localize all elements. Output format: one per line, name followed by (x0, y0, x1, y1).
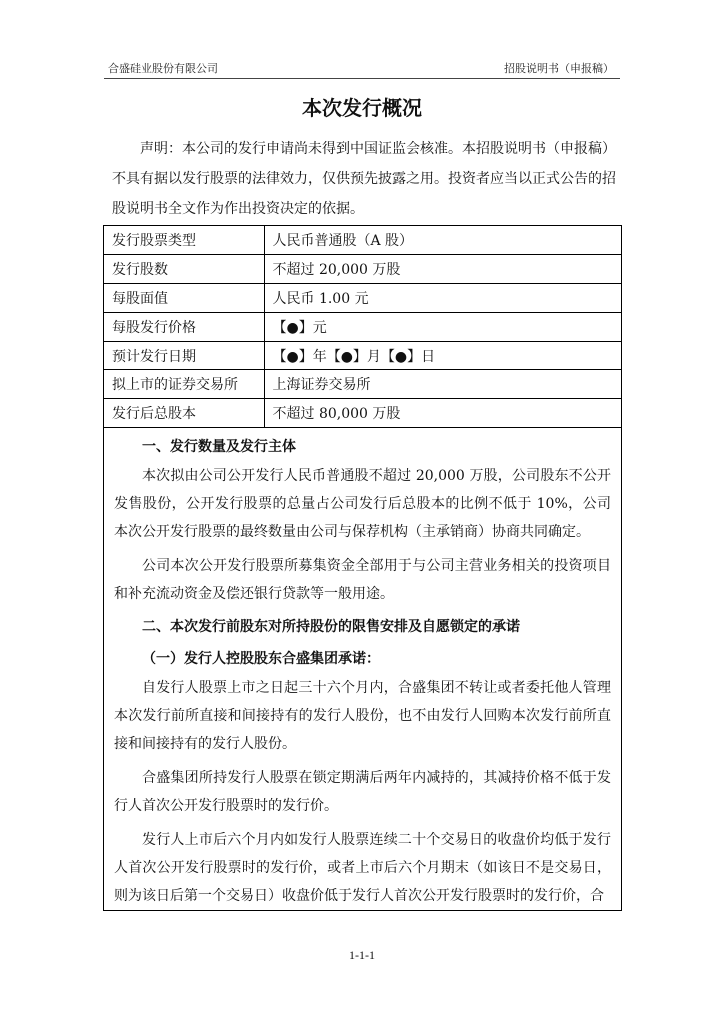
paragraph: 发行人上市后六个月内如发行人股票连续二十个交易日的收盘价均低于发行人首次公开发行股票时的发行价，或者上市后六个月期末（如该日不是交易日，则为该日后第一个交易日）收盘价低于发行人首次公开发行股票时的发行价，合 (114, 832, 611, 905)
row-label: 发行后总股本 (104, 399, 264, 428)
row-label: 拟上市的证券交易所 (104, 370, 264, 399)
disclaimer-statement: 声明：本公司的发行申请尚未得到中国证监会核准。本招股说明书（申报稿）不具有据以发行股票的法律效力，仅供预先披露之用。投资者应当以正式公告的招股说明书全文作为作出投资决定的依据。 (112, 141, 616, 217)
row-value: 人民币普通股（A 股） (264, 226, 621, 255)
table-row (104, 399, 621, 428)
row-value: 上海证券交易所 (264, 370, 621, 399)
table-row (104, 341, 621, 370)
section-heading-lockup: 二、本次发行前股东对所持股份的限售安排及自愿锁定的承诺 (142, 619, 520, 636)
row-value: 【●】年【●】月【●】日 (264, 341, 621, 370)
subsection-heading-controlling-shareholder: （一）发行人控股股东合盛集团承诺： (142, 651, 380, 668)
row-label: 预计发行日期 (104, 341, 264, 370)
header-company: 合盛硅业股份有限公司 (108, 62, 218, 75)
table-row (104, 370, 621, 399)
overview-body (104, 432, 621, 910)
section-heading-issuance: 一、发行数量及发行主体 (142, 439, 296, 456)
row-value: 不超过 80,000 万股 (264, 399, 621, 428)
page-header (104, 58, 620, 79)
paragraph: 本次拟由公司公开发行人民币普通股不超过 20,000 万股，公司股东不公开发售股份，公开发行股票的总量占公司发行后总股本的比例不低于 10%，公司本次公开发行股票的最终数量由公司与保荐机构（主承销商）协商共同确定。 (114, 468, 611, 541)
row-label: 发行股数 (104, 255, 264, 284)
table-row (104, 312, 621, 341)
offering-overview-box (103, 225, 622, 911)
page-number: 1-1-1 (349, 948, 375, 962)
paragraph: 合盛集团所持发行人股票在锁定期满后两年内减持的，其减持价格不低于发行人首次公开发行股票时的发行价。 (114, 770, 611, 815)
table-row (104, 226, 621, 255)
row-label: 发行股票类型 (104, 226, 264, 255)
row-label: 每股发行价格 (104, 312, 264, 341)
row-value: 人民币 1.00 元 (264, 284, 621, 313)
paragraph: 公司本次公开发行股票所募集资金全部用于与公司主营业务相关的投资项目和补充流动资金及偿还银行贷款等一般用途。 (114, 558, 611, 603)
row-value: 不超过 20,000 万股 (264, 255, 621, 284)
table-row (104, 255, 621, 284)
row-value: 【●】元 (264, 312, 621, 341)
paragraph: 自发行人股票上市之日起三十六个月内，合盛集团不转让或者委托他人管理本次发行前所直接和间接持有的发行人股份，也不由发行人回购本次发行前所直接和间接持有的发行人股份。 (114, 680, 611, 753)
row-label: 每股面值 (104, 284, 264, 313)
table-row (104, 284, 621, 313)
offering-info-table (104, 226, 621, 428)
page-title: 本次发行概况 (302, 96, 422, 120)
header-doc-type: 招股说明书（申报稿） (504, 62, 614, 75)
